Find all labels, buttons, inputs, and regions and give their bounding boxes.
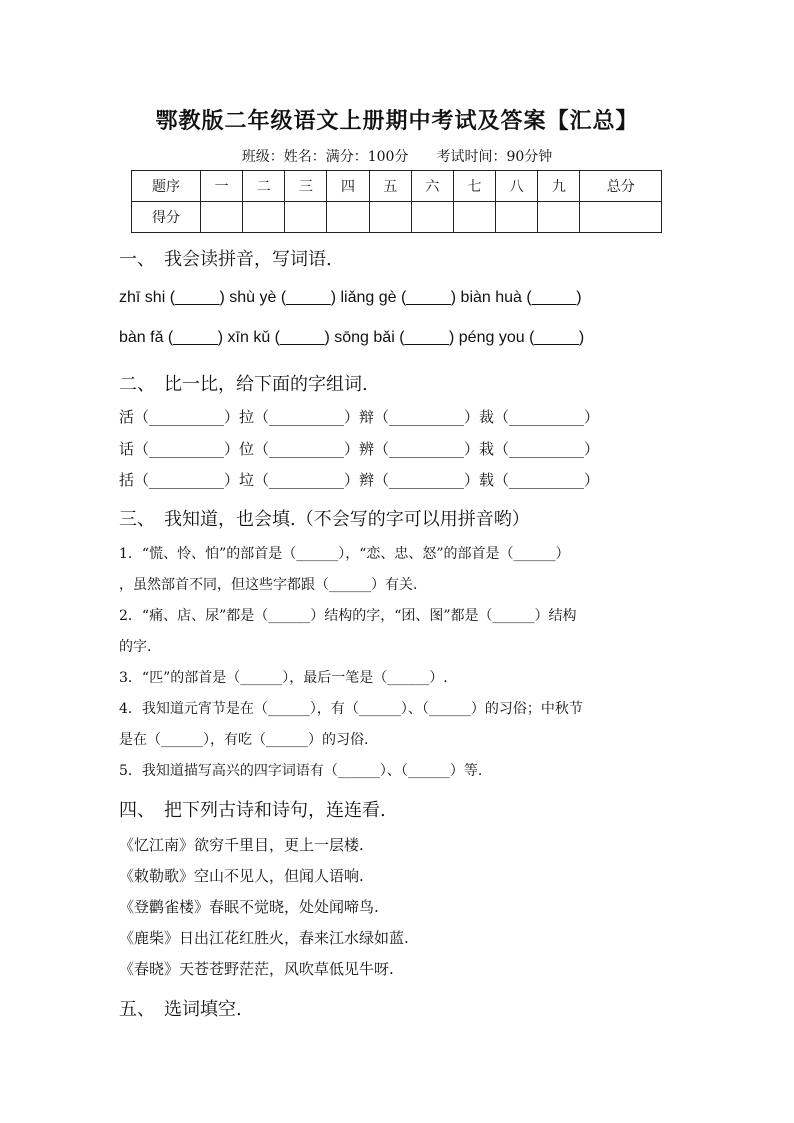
- fill-line: 2．“痛、店、尿”都是（______）结构的字，“团、图”都是（______）结构: [119, 608, 577, 624]
- poem-line: 《春晓》天苍苍野茫茫，风吹草低见牛呀.: [119, 960, 394, 978]
- section-1-heading: 一、 我会读拼音，写词语.: [119, 249, 332, 270]
- page-title: 鄂教版二年级语文上册期中考试及答案【汇总】: [155, 108, 639, 134]
- score-cell[interactable]: [580, 202, 662, 233]
- poem-line: 《鹿柴》日出江花红胜火，春来江水绿如蓝.: [119, 929, 409, 947]
- score-cell[interactable]: [201, 202, 243, 233]
- score-header-cell: 题序: [132, 171, 201, 202]
- score-header-cell: 五: [369, 171, 411, 202]
- score-header-cell: 九: [538, 171, 580, 202]
- score-header-cell: 七: [453, 171, 495, 202]
- section-2-heading: 二、 比一比，给下面的字组词.: [119, 374, 368, 395]
- pinyin-line: bàn fǎ (_____) xīn kǔ (_____) sōng bǎi (_____) péng you (_____): [119, 329, 585, 346]
- score-header-cell: 三: [285, 171, 327, 202]
- fill-line: 3．“匹”的部首是（______），最后一笔是（______）.: [119, 670, 448, 686]
- score-table-header-row: [132, 171, 662, 202]
- score-cell[interactable]: [496, 202, 538, 233]
- char-row: 括（__________）垃（__________）辫（__________）载（__________）: [119, 471, 600, 489]
- score-header-cell: 八: [496, 171, 538, 202]
- score-header-cell: 二: [243, 171, 285, 202]
- fill-line: 是在（______），有吃（______）的习俗.: [119, 732, 369, 748]
- char-row: 话（__________）位（__________）辨（__________）栽（__________）: [119, 440, 600, 458]
- score-cell[interactable]: [538, 202, 580, 233]
- score-table-score-row: [132, 202, 662, 233]
- section-3-heading: 三、 我知道，也会填.（不会写的字可以用拼音哟）: [119, 509, 530, 530]
- score-cell[interactable]: [453, 202, 495, 233]
- fill-line: 1．“慌、怜、怕”的部首是（______），“恋、忠、怒”的部首是（______）: [119, 546, 570, 562]
- poem-line: 《登鹳雀楼》春眠不觉晓，处处闻啼鸟.: [119, 898, 379, 916]
- exam-info: 班级：姓名：满分：100分 考试时间：90分钟: [241, 149, 553, 165]
- score-cell[interactable]: [369, 202, 411, 233]
- fill-line: ，虽然部首不同，但这些字都跟（______）有关.: [119, 577, 418, 593]
- fill-line: 的字.: [119, 639, 152, 655]
- score-row-label: 得分: [132, 202, 201, 233]
- poem-line: 《敕勒歌》空山不见人，但闻人语响.: [119, 867, 364, 885]
- pinyin-line: zhī shi (_____) shù yè (_____) liǎng gè (_____) biàn huà (_____): [119, 289, 582, 306]
- score-table: [131, 170, 662, 233]
- score-header-cell: 六: [411, 171, 453, 202]
- poem-line: 《忆江南》欲穷千里目，更上一层楼.: [119, 836, 364, 854]
- section-5-heading: 五、 选词填空.: [119, 999, 242, 1020]
- score-cell[interactable]: [285, 202, 327, 233]
- score-cell[interactable]: [243, 202, 285, 233]
- fill-line: 5．我知道描写高兴的四字词语有（______）、（______）等.: [119, 763, 483, 779]
- score-header-cell: 总分: [580, 171, 662, 202]
- section-4-heading: 四、 把下列古诗和诗句，连连看.: [119, 800, 386, 821]
- char-row: 活（__________）拉（__________）辩（__________）裁（__________）: [119, 408, 600, 426]
- score-cell[interactable]: [327, 202, 369, 233]
- score-cell[interactable]: [411, 202, 453, 233]
- score-header-cell: 四: [327, 171, 369, 202]
- fill-line: 4．我知道元宵节是在（______），有（______）、（______）的习俗；中秋节: [119, 701, 583, 717]
- score-header-cell: 一: [201, 171, 243, 202]
